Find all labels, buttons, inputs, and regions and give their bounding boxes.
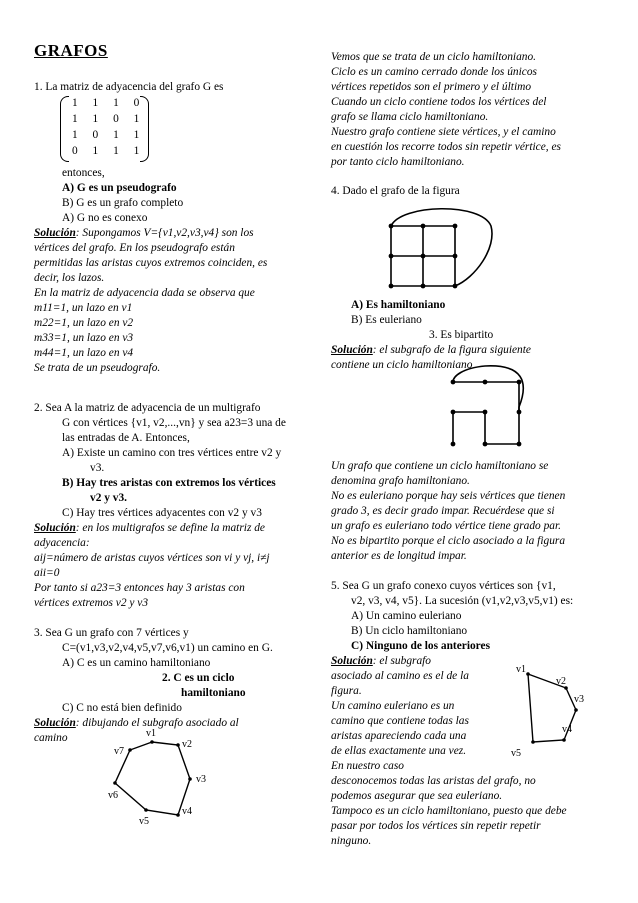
q1-option-a: A) G es un pseudografo (62, 182, 177, 194)
graph-vertex (531, 740, 535, 744)
graph-vertex (574, 708, 578, 712)
q5-solution-line: aristas apareciendo cada una (331, 730, 467, 742)
graph-vertex (188, 777, 192, 781)
graph-q3-cycle (115, 742, 190, 815)
q4-explanation: denomina grafo hamiltoniano. (331, 475, 470, 487)
graph-vertex (389, 254, 394, 259)
q1-solution-line: m44=1, un lazo en v4 (34, 347, 134, 359)
vertex-label: v5 (139, 816, 149, 824)
vertex-label: v1 (146, 728, 156, 739)
graph-vertex (176, 813, 180, 817)
q2-solution-line: vértices extremos v2 y v3 (34, 597, 149, 609)
solution-text: : el subgrafo de la figura siguiente (372, 344, 531, 356)
q1-solution-line: m33=1, un lazo en v3 (34, 332, 134, 344)
q5-solution-line: Un camino euleriano es un (331, 700, 455, 712)
vertex-label: v2 (182, 739, 192, 750)
graph-q4-hamiltonian-cycle (431, 362, 541, 452)
vertex-label: v4 (562, 724, 572, 735)
matrix-row: 1 1 0 1 (72, 113, 140, 125)
solution-text: : Supongamos V={v1,v2,v3,v4} son los (75, 227, 254, 239)
q1-solution-line: permitidas las aristas cuyos extremos coinciden, es (34, 257, 268, 269)
graph-vertex (451, 380, 456, 385)
vertex-label: v2 (556, 676, 566, 687)
q5-solution-line: pasar por todos los vértices sin repetir repetir (331, 820, 541, 832)
q4-solution-line (331, 343, 531, 358)
graph-vertex (176, 743, 180, 747)
q4-explanation: grado 3, es decir grado impar. Recuérdese que si (331, 505, 555, 517)
solution-text: : en los multigrafos se define la matriz de (75, 522, 265, 534)
graph-vertex (421, 224, 426, 229)
q5-option-a: A) Un camino euleriano (351, 610, 462, 622)
q3-stem: 3. Sea G un grafo con 7 vértices y (34, 627, 189, 639)
q3-option-a: A) C es un camino hamiltoniano (62, 657, 211, 669)
solution-label: Solución (331, 344, 373, 356)
intro-text: vértices repetidos son el primero y el último (331, 81, 532, 93)
graph-vertex (517, 410, 522, 415)
q4-stem: 4. Dado el grafo de la figura (331, 185, 460, 197)
graph-vertex (562, 738, 566, 742)
q5-solution-line: desconocemos todas las aristas del grafo, no (331, 775, 536, 787)
graph-vertex (421, 284, 426, 289)
vertex-label: v7 (114, 746, 124, 757)
q1-solution-line: m22=1, un lazo en v2 (34, 317, 134, 329)
page-title: GRAFOS (34, 41, 108, 60)
q5-solution-line: asociado al camino es el de la (331, 670, 469, 682)
q5-solution-line (331, 654, 431, 669)
matrix-row: 1 1 1 0 (72, 97, 140, 109)
q3-option-c: C) C no está bien definido (62, 702, 182, 714)
q5-solution-line: camino que contiene todas las (331, 715, 469, 727)
graph-vertex (453, 224, 458, 229)
graph-vertex (451, 410, 456, 415)
vertex-label: v4 (182, 806, 192, 817)
q4-explanation: No es euleriano porque hay seis vértices que tienen (331, 490, 566, 502)
matrix-row: 1 0 1 1 (72, 129, 140, 141)
q4-solution-line: contiene un ciclo hamiltoniano (331, 359, 473, 371)
q5-stem: 5. Sea G un grafo conexo cuyos vértices son {v1, (331, 580, 556, 592)
graph-vertex (389, 284, 394, 289)
graph-q4-grid (371, 206, 521, 296)
q1-solution-line: vértices del grafo. En los pseudografo están (34, 242, 235, 254)
graph-vertex (483, 410, 488, 415)
q1-solution-line: Se trata de un pseudografo. (34, 362, 161, 374)
solution-label: Solución (34, 522, 76, 534)
q1-solution-line: En la matriz de adyacencia dada se observa que (34, 287, 255, 299)
intro-text: en cuestión los recorre todos sin repetir vértice, es (331, 141, 561, 153)
solution-text: : dibujando el subgrafo asociado al (75, 717, 239, 729)
graph-vertex (150, 740, 154, 744)
q1-solution-line: m11=1, un lazo en v1 (34, 302, 133, 314)
intro-text: Cuando un ciclo contiene todos los vértices del (331, 96, 547, 108)
intro-text: Ciclo es un camino cerrado donde los únicos (331, 66, 537, 78)
q5-solution-line: ninguno. (331, 835, 372, 847)
graph-vertex (144, 808, 148, 812)
q5-solution-line: podemos asegurar que sea euleriano. (331, 790, 503, 802)
solution-text: : el subgrafo (372, 655, 431, 667)
intro-text: Vemos que se trata de un ciclo hamiltoniano. (331, 51, 537, 63)
q4-explanation: anterior es de longitud impar. (331, 550, 467, 562)
vertex-label: v3 (574, 694, 584, 705)
q1-solution-line (34, 226, 254, 241)
q1-solution-line: decir, los lazos. (34, 272, 105, 284)
q2-stem: las entradas de A. Entonces, (62, 432, 190, 444)
q2-option-b: v2 y v3. (90, 492, 128, 504)
q5-option-c: C) Ninguno de los anteriores (351, 640, 491, 652)
graph-vertex (113, 781, 117, 785)
vertex-label: v5 (511, 748, 521, 759)
q2-solution-line: adyacencia: (34, 537, 90, 549)
graph-vertex (517, 380, 522, 385)
matrix-left-bracket (60, 96, 69, 162)
q1-stem: 1. La matriz de adyacencia del grafo G es (34, 81, 224, 93)
intro-text: grafo se llama ciclo hamiltoniano. (331, 111, 489, 123)
q2-option-b: B) Hay tres aristas con extremos los vértices (62, 477, 276, 489)
graph-q3-heptagon (94, 728, 254, 824)
graph-vertex (389, 224, 394, 229)
q2-solution-line: aij=número de aristas cuyos vértices son vi y vj, i≠j (34, 552, 270, 564)
solution-label: Solución (34, 227, 76, 239)
graph-vertex (421, 254, 426, 259)
intro-text: por tanto ciclo hamiltoniano. (331, 156, 465, 168)
q5-solution-line: En nuestro caso (331, 760, 404, 772)
graph-cycle-path (453, 366, 523, 444)
q3-stem: C=(v1,v3,v2,v4,v5,v7,v6,v1) un camino en G. (62, 642, 273, 654)
matrix-right-bracket (140, 96, 149, 162)
q4-option-b: B) Es euleriano (351, 314, 422, 326)
adjacency-matrix (60, 96, 150, 160)
q1-option-b: B) G es un grafo completo (62, 197, 184, 209)
q2-option-a: A) Existe un camino con tres vértices entre v2 y (62, 447, 282, 459)
solution-label: Solución (34, 717, 76, 729)
q2-stem: G con vértices {v1, v2,...,vn} y sea a23=3 una de (62, 417, 286, 429)
vertex-label: v3 (196, 774, 206, 785)
graph-vertex (517, 442, 522, 447)
q4-explanation: No es bipartito porque el ciclo asociado a la figura (331, 535, 566, 547)
graph-q5-pentagon (506, 660, 606, 760)
q5-solution-line: Tampoco es un ciclo hamiltoniano, puesto que debe (331, 805, 567, 817)
q4-option-a: A) Es hamiltoniano (351, 299, 446, 311)
q2-option-a: v3. (90, 462, 105, 474)
q3-option-b: hamiltoniano (181, 687, 246, 699)
graph-vertex (483, 442, 488, 447)
q5-solution-line: de ellas exactamente una vez. (331, 745, 467, 757)
q3-option-b: 2. C es un ciclo (162, 672, 235, 684)
q2-option-c: C) Hay tres vértices adyacentes con v2 y v3 (62, 507, 262, 519)
q2-solution-line: aii=0 (34, 567, 60, 579)
matrix-row: 0 1 1 1 (72, 145, 140, 157)
q4-explanation: Un grafo que contiene un ciclo hamiltoniano se (331, 460, 549, 472)
q2-solution-line (34, 521, 265, 536)
vertex-label: v1 (516, 664, 526, 675)
q4-explanation: un grafo es euleriano todo vértice tiene grado par. (331, 520, 561, 532)
vertex-label: v6 (108, 790, 118, 801)
q2-solution-line: Por tanto si a23=3 entonces hay 3 aristas con (34, 582, 245, 594)
graph-edge-curve (391, 209, 492, 286)
graph-vertex (128, 748, 132, 752)
graph-vertex (453, 284, 458, 289)
graph-vertex (526, 672, 530, 676)
intro-text: Nuestro grafo contiene siete vértices, y el camino (331, 126, 556, 138)
q5-solution-line: figura. (331, 685, 362, 697)
q4-option-c: 3. Es bipartito (429, 329, 494, 341)
q1-option-c: A) G no es conexo (62, 212, 148, 224)
q3-solution-line: camino (34, 732, 68, 744)
graph-vertex (451, 442, 456, 447)
graph-vertex (483, 380, 488, 385)
q1-entonces: entonces, (62, 167, 105, 179)
graph-vertex (453, 254, 458, 259)
solution-label: Solución (331, 655, 373, 667)
q5-option-b: B) Un ciclo hamiltoniano (351, 625, 468, 637)
q2-stem: 2. Sea A la matriz de adyacencia de un multigrafo (34, 402, 261, 414)
q5-stem: v2, v3, v4, v5}. La sucesión (v1,v2,v3,v5,v1) es: (351, 595, 574, 607)
